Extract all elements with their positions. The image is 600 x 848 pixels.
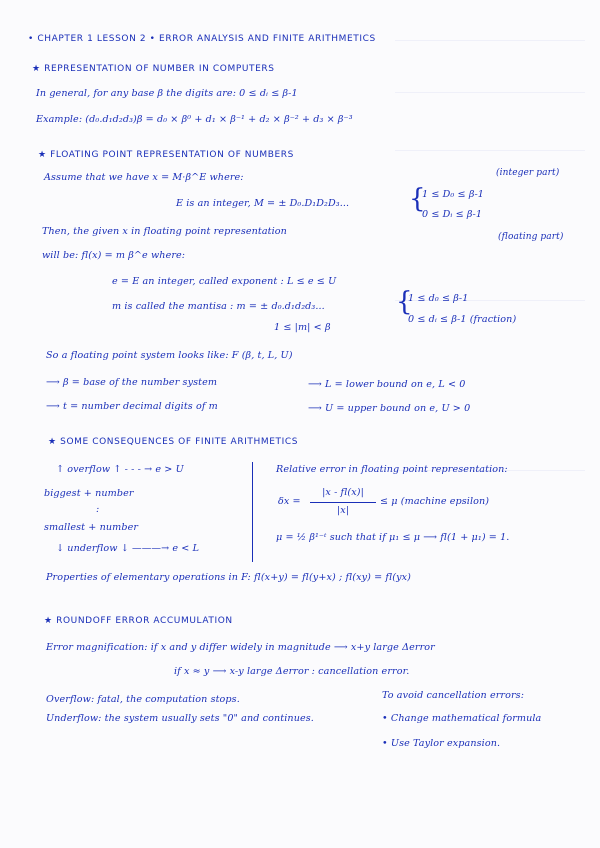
avoid-cancellation-title: To avoid cancellation errors: xyxy=(382,690,525,701)
integer-part-note: (integer part) xyxy=(496,168,560,178)
brace-icon: { xyxy=(396,287,413,317)
then-line: Then, the given x in floating point representation xyxy=(42,226,287,237)
cancellation-line: if x ≈ y ⟶ x-y large Δerror : cancellation error. xyxy=(174,666,410,677)
beta-definition: ⟶ β = base of the number system xyxy=(46,377,218,388)
mu-definition: μ = ½ β¹⁻ᵗ such that if μ₁ ≤ μ ⟶ fl(1 + μ₁) = 1. xyxy=(276,532,510,543)
assume-line: Assume that we have x = M·β^E where: xyxy=(44,172,244,183)
overflow-note: Overflow: fatal, the computation stops. xyxy=(46,694,240,705)
t-definition: ⟶ t = number decimal digits of m xyxy=(46,401,218,412)
bullet-taylor: • Use Taylor expansion. xyxy=(382,738,501,749)
will-be-line: will be: fl(x) = m β^e where: xyxy=(42,250,186,261)
condition-di: 0 ≤ Dᵢ ≤ β-1 xyxy=(422,209,483,220)
section-heading-roundoff: ★ ROUNDOFF ERROR ACCUMULATION xyxy=(44,616,233,626)
fraction-bar xyxy=(310,502,376,503)
delta-denominator: |x| xyxy=(336,505,350,516)
machine-epsilon: ≤ μ (machine epsilon) xyxy=(380,496,490,507)
l-definition: ⟶ L = lower bound on e, L < 0 xyxy=(308,379,466,390)
mantissa-condition-d0: 1 ≤ d₀ ≤ β-1 xyxy=(408,293,469,304)
properties-line: Properties of elementary operations in F: fl(x+y) = fl(y+x) ; fl(xy) = fl(yx) xyxy=(46,572,411,583)
biggest-number: biggest + number xyxy=(44,488,134,499)
digits-rule: In general, for any base β the digits are: 0 ≤ dᵢ ≤ β-1 xyxy=(36,88,298,99)
mantissa-definition: m is called the mantisa : m = ± d₀.d₁d₂d₃... xyxy=(112,301,325,312)
delta-symbol: δx = xyxy=(278,496,301,507)
underflow-line: ↓ underflow ↓ ———→ e < L xyxy=(56,543,200,554)
exponent-integer-line: E is an integer, M = ± D₀.D₁D₂D₃... xyxy=(176,198,350,209)
underflow-note: Underflow: the system usually sets "0" and continues. xyxy=(46,713,314,724)
ellipsis-dots: : xyxy=(96,504,100,515)
error-magnification: Error magnification: if x and y differ widely in magnitude ⟶ x+y large Δerror xyxy=(46,642,435,653)
mantissa-bound: 1 ≤ |m| < β xyxy=(274,322,331,333)
system-line: So a floating point system looks like: F (β, t, L, U) xyxy=(46,350,293,361)
exponent-definition: e = E an integer, called exponent : L ≤ e ≤ U xyxy=(112,276,337,287)
column-divider xyxy=(252,462,253,562)
floating-part-note: (floating part) xyxy=(498,232,564,242)
relative-error-title: Relative error in floating point representation: xyxy=(276,464,508,475)
section-heading-floating-point: ★ FLOATING POINT REPRESENTATION OF NUMBERS xyxy=(38,150,294,160)
overflow-line: ↑ overflow ↑ - - - → e > U xyxy=(56,464,184,475)
section-heading-consequences: ★ SOME CONSEQUENCES OF FINITE ARITHMETICS xyxy=(48,437,299,447)
page-title: • CHAPTER 1 LESSON 2 • ERROR ANALYSIS AND FINITE ARITHMETICS xyxy=(28,34,376,44)
example-expansion: Example: (d₀.d₁d₂d₃)β = d₀ × β⁰ + d₁ × β⁻¹ + d₂ × β⁻² + d₃ × β⁻³ xyxy=(36,114,353,125)
condition-d0: 1 ≤ D₀ ≤ β-1 xyxy=(422,189,485,200)
u-definition: ⟶ U = upper bound on e, U > 0 xyxy=(308,403,471,414)
delta-numerator: |x - fl(x)| xyxy=(322,487,364,498)
section-heading-representation: ★ REPRESENTATION OF NUMBER IN COMPUTERS xyxy=(32,64,275,74)
brace-icon: { xyxy=(409,184,426,214)
smallest-number: smallest + number xyxy=(44,522,139,533)
mantissa-condition-di: 0 ≤ dᵢ ≤ β-1 (fraction) xyxy=(408,314,517,325)
bullet-change-formula: • Change mathematical formula xyxy=(382,713,542,724)
